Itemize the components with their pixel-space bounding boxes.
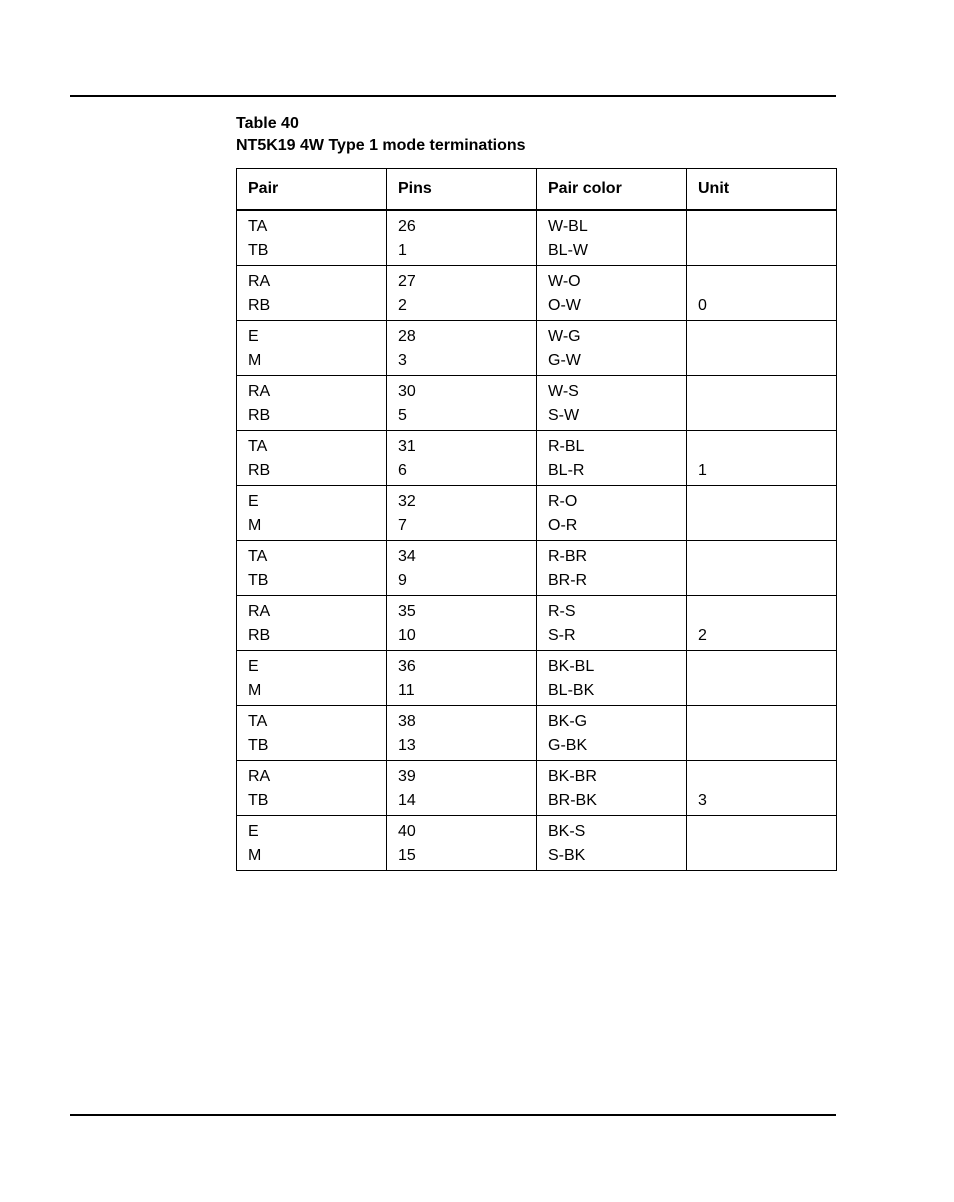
- pair-color-cell-line: R-O: [548, 492, 578, 510]
- pair-cell-line: RB: [248, 461, 271, 479]
- pair-color-cell-line: S-W: [548, 406, 580, 424]
- table-header-row: [237, 169, 837, 211]
- pair-color-cell: [537, 485, 687, 540]
- pins-cell: [387, 485, 537, 540]
- pair-cell: [237, 540, 387, 595]
- pair-cell: [237, 375, 387, 430]
- table-row: [237, 705, 837, 760]
- pair-color-cell-line: BK-BL: [548, 657, 595, 675]
- unit-cell: [687, 485, 837, 540]
- pair-color-cell: [537, 650, 687, 705]
- pair-cell-line: E: [248, 327, 259, 345]
- pair-cell: [237, 320, 387, 375]
- pins-cell-line: 36: [398, 657, 416, 675]
- pair-color-cell-line: BR-BK: [548, 791, 597, 809]
- pair-color-cell-line: BL-W: [548, 242, 588, 259]
- pair-color-cell-line: BK-G: [548, 712, 588, 730]
- pair-color-cell-line: O-W: [548, 296, 581, 314]
- table-title: NT5K19 4W Type 1 mode terminations: [236, 137, 526, 154]
- pair-color-cell-line: R-S: [548, 602, 576, 620]
- pair-cell-line: TB: [248, 736, 269, 754]
- pair-cell-line: E: [248, 822, 259, 840]
- pair-cell: [237, 650, 387, 705]
- pins-cell: [387, 595, 537, 650]
- column-header-unit: Unit: [687, 169, 837, 211]
- unit-cell: [687, 540, 837, 595]
- unit-cell: [687, 595, 837, 650]
- pair-color-cell-line: R-BL: [548, 437, 585, 455]
- pins-cell-line: 39: [398, 767, 416, 785]
- pair-color-cell-line: BL-R: [548, 461, 585, 479]
- pair-cell-line: TB: [248, 571, 269, 589]
- table-row: [237, 320, 837, 375]
- unit-cell: [687, 815, 837, 870]
- pair-color-cell: [537, 265, 687, 320]
- pair-cell: [237, 705, 387, 760]
- pair-color-cell: [537, 430, 687, 485]
- pair-cell-line: TA: [248, 437, 268, 455]
- unit-cell: [687, 375, 837, 430]
- pair-color-cell: [537, 540, 687, 595]
- pair-color-cell-line: BK-S: [548, 822, 586, 840]
- pins-cell: [387, 265, 537, 320]
- footer-rule: [70, 1114, 836, 1116]
- pins-cell-line: 3: [398, 351, 407, 369]
- pair-cell: [237, 265, 387, 320]
- pins-cell-line: 34: [398, 547, 416, 565]
- unit-value: 0: [698, 296, 707, 314]
- pair-cell-line: E: [248, 657, 259, 675]
- pins-cell-line: 15: [398, 846, 416, 864]
- pins-cell-line: 28: [398, 327, 416, 345]
- column-header-pins: Pins: [387, 169, 537, 211]
- pair-cell-line: RA: [248, 272, 271, 290]
- pins-cell-line: 10: [398, 626, 416, 644]
- pair-color-cell-line: G-W: [548, 351, 581, 369]
- pins-cell-line: 1: [398, 242, 407, 259]
- unit-value: 3: [698, 791, 707, 809]
- pair-color-cell-line: G-BK: [548, 736, 588, 754]
- table-row: [237, 815, 837, 870]
- pins-cell-line: 5: [398, 406, 407, 424]
- column-header-pair-color: Pair color: [537, 169, 687, 211]
- pins-cell-line: 40: [398, 822, 416, 840]
- pair-color-cell-line: S-R: [548, 626, 576, 644]
- unit-cell: [687, 760, 837, 815]
- pins-cell: [387, 540, 537, 595]
- pins-cell-line: 2: [398, 296, 407, 314]
- pins-cell: [387, 210, 537, 265]
- unit-cell: [687, 705, 837, 760]
- unit-cell: [687, 320, 837, 375]
- pair-cell-line: TA: [248, 218, 268, 235]
- pair-color-cell-line: BL-BK: [548, 681, 595, 699]
- unit-cell: [687, 650, 837, 705]
- unit-value: 1: [698, 461, 707, 479]
- pair-cell-line: M: [248, 351, 262, 369]
- pair-cell-line: M: [248, 516, 262, 534]
- pair-cell-line: M: [248, 846, 262, 864]
- table-row: [237, 650, 837, 705]
- pins-cell-line: 31: [398, 437, 416, 455]
- pair-cell: [237, 485, 387, 540]
- pair-cell-line: RA: [248, 767, 271, 785]
- pair-color-cell-line: W-O: [548, 272, 581, 290]
- pair-color-cell-line: W-BL: [548, 218, 588, 235]
- pins-cell: [387, 815, 537, 870]
- pair-cell-line: RA: [248, 602, 271, 620]
- pins-cell: [387, 320, 537, 375]
- pair-cell-line: TA: [248, 547, 268, 565]
- pair-color-cell: [537, 595, 687, 650]
- pair-cell: [237, 210, 387, 265]
- pair-cell-line: M: [248, 681, 262, 699]
- pair-color-cell: [537, 815, 687, 870]
- pair-color-cell-line: W-S: [548, 382, 579, 400]
- table-number: Table 40: [236, 115, 299, 132]
- pins-cell: [387, 705, 537, 760]
- pins-cell: [387, 650, 537, 705]
- table-caption: [236, 113, 526, 157]
- table-row: [237, 430, 837, 485]
- pair-color-cell-line: R-BR: [548, 547, 588, 565]
- pins-cell: [387, 375, 537, 430]
- pins-cell-line: 30: [398, 382, 416, 400]
- pair-color-cell-line: BR-R: [548, 571, 588, 589]
- column-header-pair: Pair: [237, 169, 387, 211]
- unit-value: 2: [698, 626, 707, 644]
- pins-cell-line: 32: [398, 492, 416, 510]
- table-row: [237, 540, 837, 595]
- pair-color-cell-line: O-R: [548, 516, 578, 534]
- pins-cell-line: 11: [398, 681, 415, 699]
- table-row: [237, 375, 837, 430]
- pins-cell: [387, 760, 537, 815]
- pair-color-cell: [537, 320, 687, 375]
- header-rule: [70, 95, 836, 97]
- pins-cell-line: 38: [398, 712, 416, 730]
- pair-color-cell-line: BK-BR: [548, 767, 597, 785]
- pins-cell-line: 9: [398, 571, 407, 589]
- pair-cell-line: TB: [248, 242, 269, 259]
- table-row: [237, 595, 837, 650]
- pair-cell-line: RB: [248, 296, 271, 314]
- pair-cell-line: TB: [248, 791, 269, 809]
- pair-cell: [237, 595, 387, 650]
- pins-cell-line: 35: [398, 602, 416, 620]
- table-row: [237, 210, 837, 265]
- pair-cell-line: RB: [248, 406, 271, 424]
- pins-cell-line: 7: [398, 516, 407, 534]
- unit-cell: [687, 265, 837, 320]
- pins-cell: [387, 430, 537, 485]
- pair-color-cell: [537, 760, 687, 815]
- pins-cell-line: 14: [398, 791, 416, 809]
- pins-cell-line: 6: [398, 461, 407, 479]
- pair-color-cell: [537, 375, 687, 430]
- pins-cell-line: 27: [398, 272, 416, 290]
- pair-color-cell: [537, 705, 687, 760]
- pair-cell-line: TA: [248, 712, 268, 730]
- pins-cell-line: 13: [398, 736, 416, 754]
- table-body: [237, 210, 837, 870]
- pair-cell-line: RB: [248, 626, 271, 644]
- pair-cell: [237, 430, 387, 485]
- pair-cell: [237, 760, 387, 815]
- table-row: [237, 485, 837, 540]
- table-row: [237, 265, 837, 320]
- pair-color-cell-line: S-BK: [548, 846, 586, 864]
- pair-cell-line: RA: [248, 382, 271, 400]
- table-row: [237, 760, 837, 815]
- pair-cell-line: E: [248, 492, 259, 510]
- unit-cell: [687, 210, 837, 265]
- pair-color-cell-line: W-G: [548, 327, 581, 345]
- pair-color-cell: [537, 210, 687, 265]
- unit-cell: [687, 430, 837, 485]
- pair-cell: [237, 815, 387, 870]
- terminations-table: [236, 168, 837, 871]
- pins-cell-line: 26: [398, 218, 416, 235]
